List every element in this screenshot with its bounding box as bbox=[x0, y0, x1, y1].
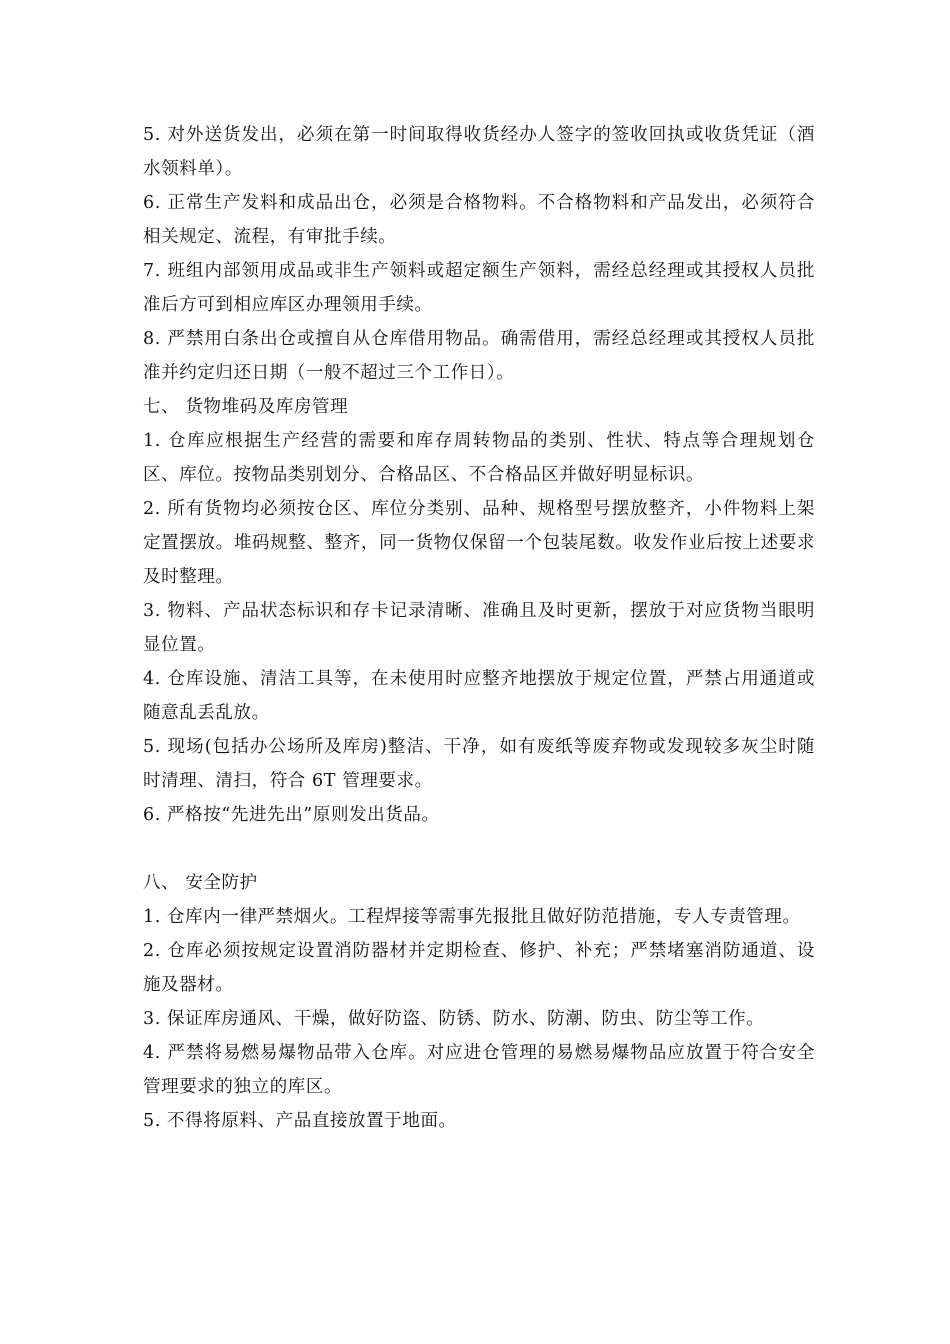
section8-item-4: 4. 严禁将易燃易爆物品带入仓库。对应进仓管理的易燃易爆物品应放置于符合安全管理要求的独立的库区。 bbox=[143, 1043, 815, 1097]
section7-item-3: 3. 物料、产品状态标识和存卡记录清晰、准确且及时更新，摆放于对应货物当眼明显位置。 bbox=[143, 601, 815, 655]
section6-item-8: 8. 严禁用白条出仓或擅自从仓库借用物品。确需借用，需经总经理或其授权人员批准并约定归还日期（一般不超过三个工作日）。 bbox=[143, 329, 815, 383]
section7-item-1: 1. 仓库应根据生产经营的需要和库存周转物品的类别、性状、特点等合理规划仓区、库位。按物品类别划分、合格品区、不合格品区并做好明显标识。 bbox=[143, 431, 815, 485]
section7-item-4: 4. 仓库设施、清洁工具等，在未使用时应整齐地摆放于规定位置，严禁占用通道或随意乱丢乱放。 bbox=[143, 669, 815, 723]
section8-item-1: 1. 仓库内一律严禁烟火。工程焊接等需事先报批且做好防范措施，专人专责管理。 bbox=[143, 907, 801, 927]
document-page bbox=[143, 118, 815, 1138]
section7-item-6: 6. 严格按“先进先出”原则发出货品。 bbox=[143, 805, 440, 825]
section6-item-7: 7. 班组内部领用成品或非生产领料或超定额生产领料，需经总经理或其授权人员批准后方可到相应库区办理领用手续。 bbox=[143, 261, 815, 315]
section8-heading: 八、 安全防护 bbox=[143, 873, 258, 893]
section8-item-3: 3. 保证库房通风、干燥，做好防盗、防锈、防水、防潮、防虫、防尘等工作。 bbox=[143, 1009, 765, 1029]
section7-item-2: 2. 所有货物均必须按仓区、库位分类别、品种、规格型号摆放整齐，小件物料上架定置摆放。堆码规整、整齐，同一货物仅保留一个包装尾数。收发作业后按上述要求及时整理。 bbox=[143, 499, 815, 587]
section6-item-6: 6. 正常生产发料和成品出仓，必须是合格物料。不合格物料和产品发出，必须符合相关规定、流程，有审批手续。 bbox=[143, 193, 815, 247]
section7-heading: 七、 货物堆码及库房管理 bbox=[143, 397, 349, 417]
section6-item-5: 5. 对外送货发出，必须在第一时间取得收货经办人签字的签收回执或收货凭证（酒水领料单）。 bbox=[143, 125, 815, 179]
section7-item-5: 5. 现场(包括办公场所及库房)整洁、干净，如有废纸等废弃物或发现较多灰尘时随时清理、清扫，符合 6T 管理要求。 bbox=[143, 737, 815, 791]
section-spacer bbox=[143, 832, 815, 866]
section8-item-5: 5. 不得将原料、产品直接放置于地面。 bbox=[143, 1111, 457, 1131]
section8-item-2: 2. 仓库必须按规定设置消防器材并定期检查、修护、补充；严禁堵塞消防通道、设施及器材。 bbox=[143, 941, 815, 995]
